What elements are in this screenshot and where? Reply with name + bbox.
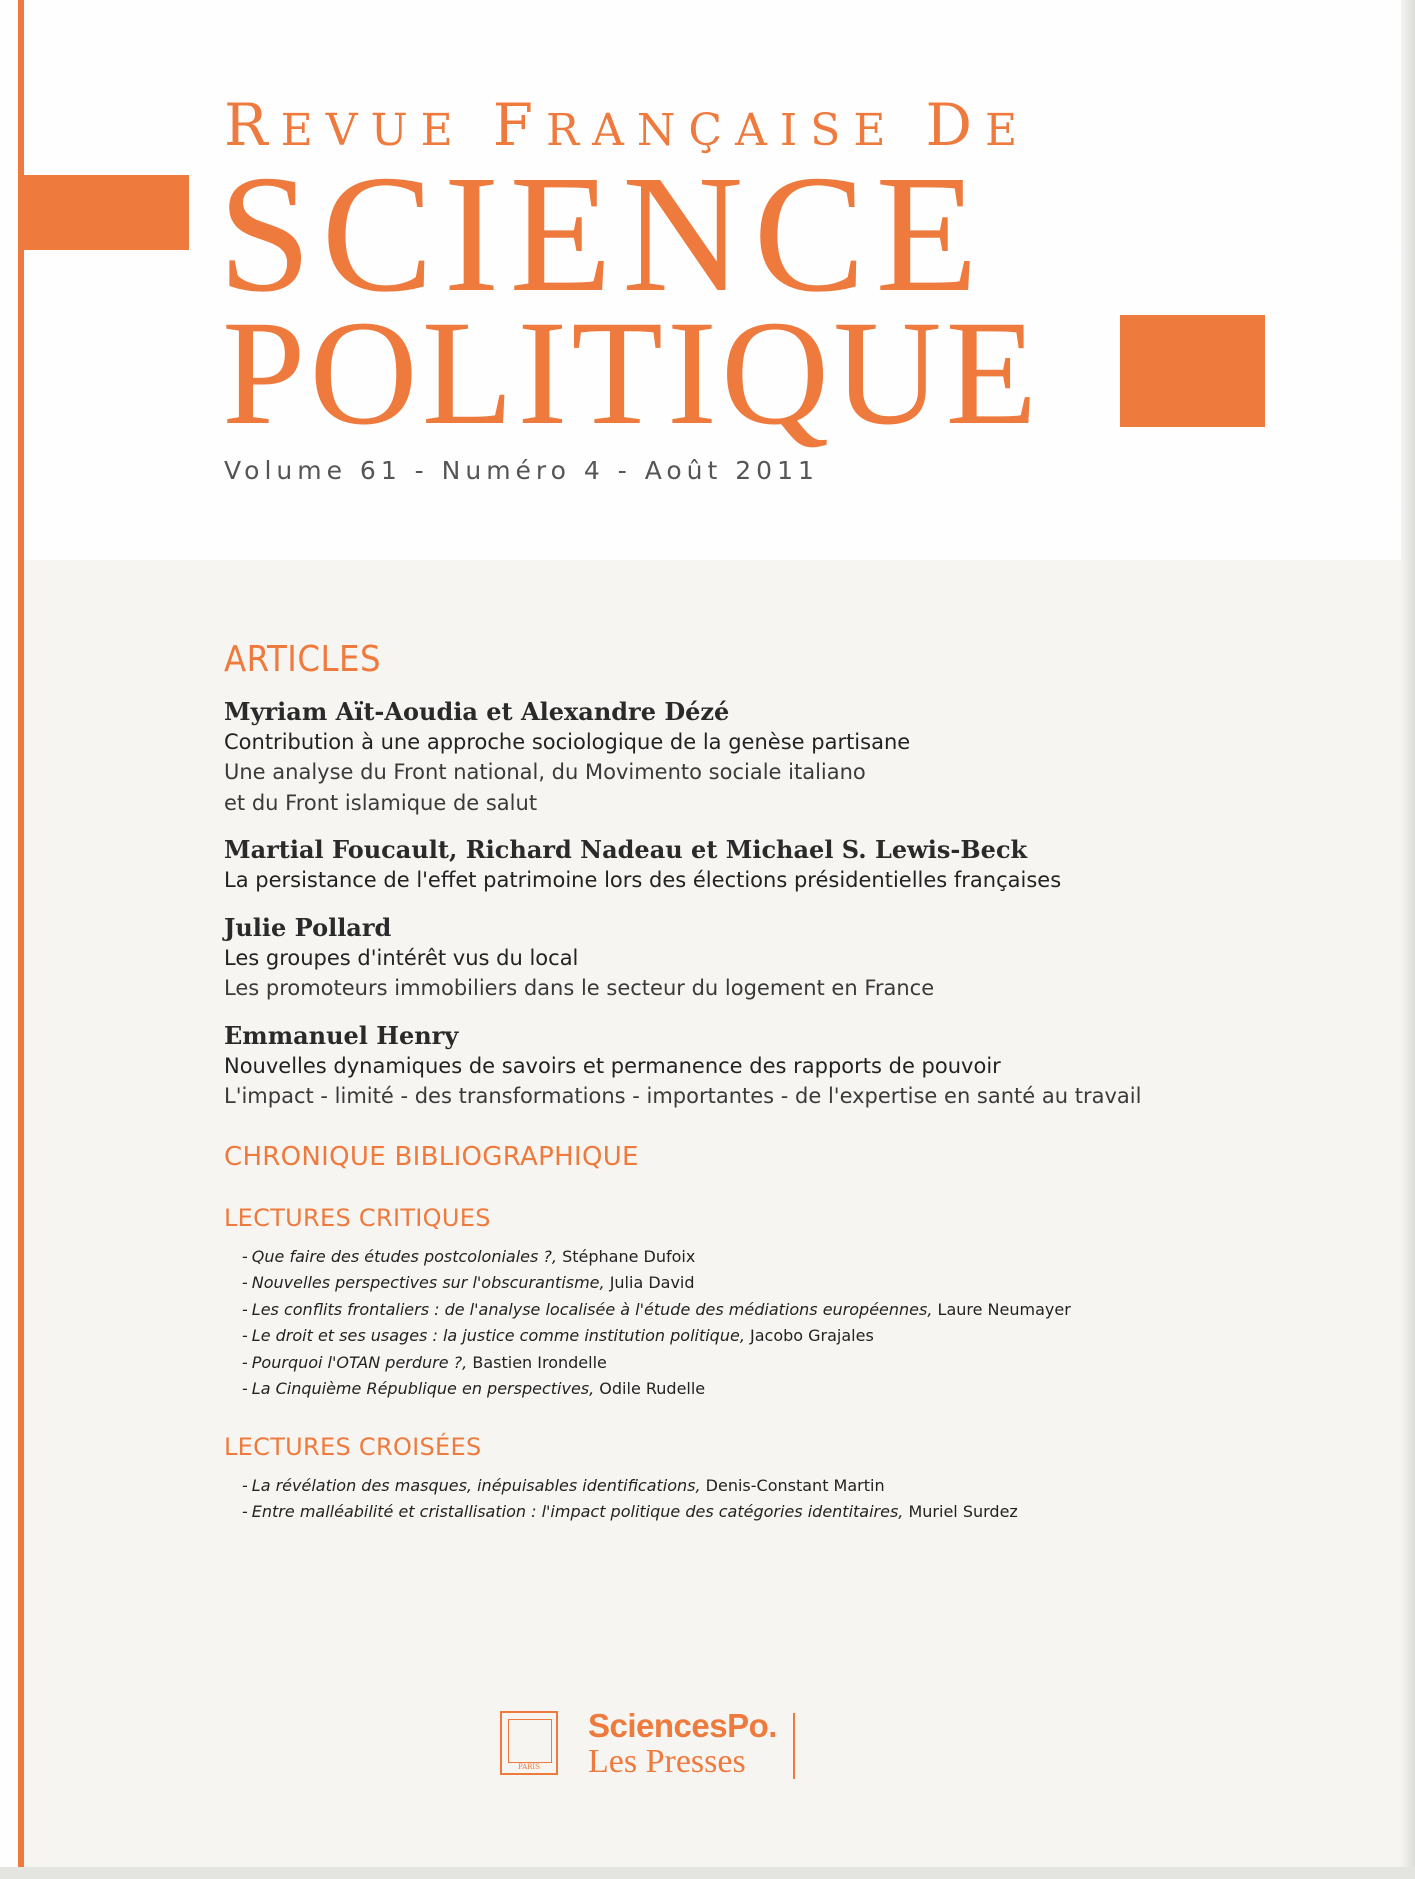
article-title: La persistance de l'effet patrimoine lors des élections présidentielles françaises — [224, 868, 1062, 893]
article-entry — [224, 834, 1364, 896]
review-item: - Que faire des études postcoloniales ?, Stéphane Dufoix — [242, 1246, 696, 1266]
sciencespo-seal-icon — [500, 1711, 558, 1775]
review-item: - La Cinquième République en perspectives, Odile Rudelle — [242, 1379, 706, 1399]
review-title: La révélation des masques, inépuisables identifications, — [251, 1475, 701, 1495]
review-title: La Cinquième République en perspectives, — [251, 1379, 595, 1399]
page-edge — [1401, 0, 1415, 1879]
journal-line: REVUE FRANÇAISE DE — [224, 91, 1031, 159]
publisher-imprint: Les Presses — [588, 1743, 746, 1780]
review-title: Pourquoi l'OTAN perdure ?, — [251, 1352, 468, 1372]
seal-text: PARIS — [518, 1763, 540, 1771]
review-author: Denis-Constant Martin — [700, 1475, 885, 1495]
issue-info: Volume 61 - Numéro 4 - Août 2011 — [224, 456, 819, 485]
review-author: Odile Rudelle — [594, 1379, 706, 1399]
review-author: Muriel Surdez — [903, 1502, 1018, 1522]
accent-block-left — [24, 175, 189, 250]
review-item: - Les conflits frontaliers : de l'analyse localisée à l'étude des médiations européennes, Laure Neumayer — [242, 1299, 1071, 1319]
article-entry — [224, 912, 1364, 1004]
page-bottom-edge — [0, 1867, 1415, 1879]
review-title: Que faire des études postcoloniales ?, — [251, 1246, 557, 1266]
review-item: - Le droit et ses usages : la justice comme institution politique, Jacobo Grajales — [242, 1326, 874, 1346]
chronique-heading: CHRONIQUE BIBLIOGRAPHIQUE — [224, 1141, 639, 1172]
review-item: - Pourquoi l'OTAN perdure ?, Bastien Irondelle — [242, 1352, 607, 1372]
lectures-critiques-heading: LECTURES CRITIQUES — [224, 1203, 491, 1232]
review-item: - La révélation des masques, inépuisables identifications, Denis-Constant Martin — [242, 1475, 885, 1495]
title-science: SCIENCE — [218, 141, 989, 327]
review-author: Bastien Irondelle — [467, 1352, 607, 1372]
table-of-contents — [224, 640, 1364, 1556]
article-subtitle: et du Front islamique de salut — [224, 790, 538, 815]
article-authors: Myriam Aït-Aoudia et Alexandre Dézé — [224, 696, 730, 726]
articles-heading: ARTICLES — [224, 639, 382, 680]
article-title: Nouvelles dynamiques de savoirs et permanence des rapports de pouvoir — [224, 1053, 1001, 1078]
review-item: - Nouvelles perspectives sur l'obscurantisme, Julia David — [242, 1273, 695, 1293]
publisher-divider — [793, 1713, 795, 1779]
review-title: Entre malléabilité et cristallisation : l'impact politique des catégories identitaires, — [251, 1502, 904, 1522]
article-subtitle: Une analyse du Front national, du Movimento sociale italiano — [224, 760, 866, 785]
lectures-critiques-list — [242, 1244, 1364, 1403]
review-title: Le droit et ses usages : la justice comme institution politique, — [251, 1326, 745, 1346]
lectures-croisees-heading: LECTURES CROISÉES — [224, 1432, 482, 1461]
lectures-croisees-list — [242, 1473, 1364, 1526]
article-title: Les groupes d'intérêt vus du local — [224, 945, 579, 970]
article-title: Contribution à une approche sociologique de la genèse partisane — [224, 729, 911, 754]
review-author: Stéphane Dufoix — [557, 1246, 696, 1266]
article-authors: Martial Foucault, Richard Nadeau et Michael S. Lewis-Beck — [224, 835, 1028, 865]
publisher-name: SciencesPo. — [588, 1707, 777, 1744]
article-authors: Julie Pollard — [224, 912, 392, 942]
article-entry — [224, 1020, 1364, 1112]
article-authors: Emmanuel Henry — [224, 1020, 459, 1050]
article-entry — [224, 696, 1364, 819]
publisher-logo — [500, 1705, 820, 1781]
review-author: Jacobo Grajales — [744, 1326, 874, 1346]
accent-block-right — [1120, 315, 1265, 427]
review-title: Nouvelles perspectives sur l'obscurantisme, — [251, 1273, 605, 1293]
review-title: Les conflits frontaliers : de l'analyse localisée à l'étude des médiations européennes, — [251, 1299, 933, 1319]
article-subtitle: L'impact - limité - des transformations - importantes - de l'expertise en santé au travail — [224, 1084, 1142, 1109]
review-author: Julia David — [604, 1273, 695, 1293]
article-subtitle: Les promoteurs immobiliers dans le secteur du logement en France — [224, 976, 935, 1001]
review-item: - Entre malléabilité et cristallisation : l'impact politique des catégories identitaires, Muriel Surdez — [242, 1502, 1018, 1522]
articles-list — [224, 696, 1364, 1112]
review-author: Laure Neumayer — [932, 1299, 1071, 1319]
title-politique: POLITIQUE — [222, 290, 1042, 456]
